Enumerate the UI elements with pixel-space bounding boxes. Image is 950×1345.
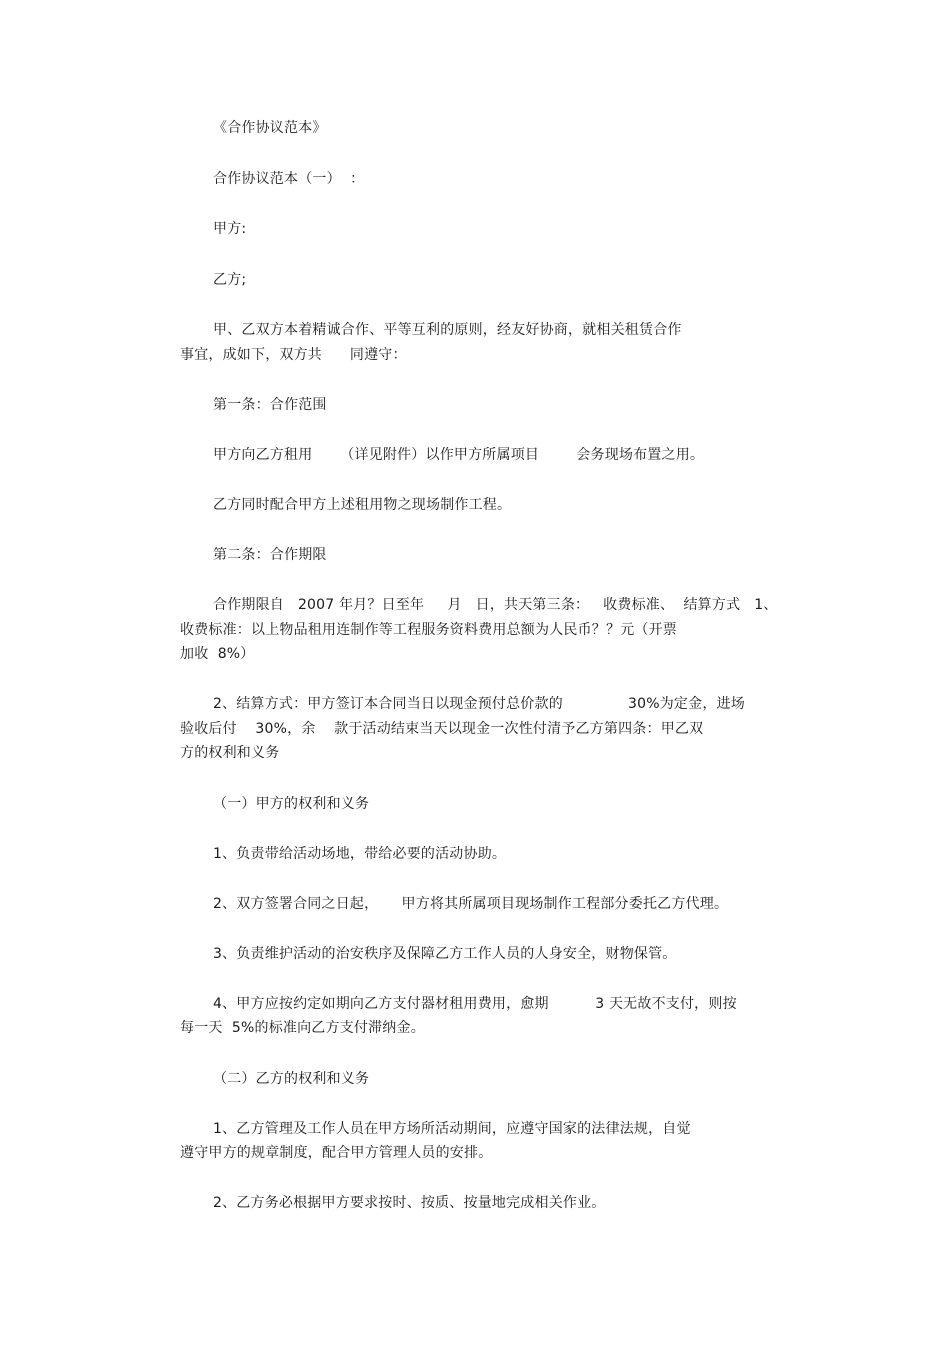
intro-line-1: 甲、乙双方本着精诚合作、平等互利的原则，经友好协商，就相关租赁合作 [213,322,682,338]
party-b-line: 乙方; [213,272,247,288]
document-subtitle: 合作协议范本（一） ： [213,171,365,187]
section-a-item-2: 2、双方签署合同之日起， 甲方将其所属项目现场制作工程部分委托乙方代理。 [213,896,729,912]
section-a-item-4-line-2: 每一天 5%的标准向乙方支付滞纳金。 [180,1020,425,1036]
section-a-item-1: 1、负责带给活动场地，带给必要的活动协助。 [213,846,507,862]
section-b-item-1-line-1: 1、乙方管理及工作人员在甲方场所活动期间，应遵守国家的法律法规，自觉 [213,1121,691,1137]
section-b-item-1-line-2: 遵守甲方的规章制度，配合甲方管理人员的安排。 [180,1145,493,1161]
section-b-item-2: 2、乙方务必根据甲方要求按时、按质、按量地完成相关作业。 [213,1195,606,1211]
article-2-line-2: 收费标准：以上物品租用连制作等工程服务资料费用总额为人民币？？元（开票 [180,622,677,638]
settlement-line-1: 2、结算方式：甲方签订本合同当日以现金预付总价款的 30%为定金，进场 [213,696,745,712]
article-1-paragraph-1: 甲方向乙方租用 （详见附件）以作甲方所属项目 会务现场布置之用。 [213,447,705,463]
article-2-line-3: 加收 8%） [180,646,255,662]
section-b-title: （二）乙方的权利和义务 [213,1071,370,1087]
party-a-line: 甲方: [213,221,247,237]
article-2-title: 第二条：合作期限 [213,547,327,563]
section-a-item-4-line-1: 4、甲方应按约定如期向乙方支付器材租用费用，愈期 3 天无故不支付，则按 [213,996,737,1012]
article-1-paragraph-2: 乙方同时配合甲方上述租用物之现场制作工程。 [213,497,512,513]
intro-line-2: 事宜，成如下，双方共 同遵守： [180,347,407,363]
document-title: 《合作协议范本》 [213,120,327,136]
section-a-item-3: 3、负责维护活动的治安秩序及保障乙方工作人员的人身安全，财物保管。 [213,946,677,962]
article-1-title: 第一条：合作范围 [213,397,327,413]
settlement-line-3: 方的权利和义务 [180,745,280,761]
section-a-title: （一）甲方的权利和义务 [213,796,370,812]
article-2-line-1: 合作期限自 2007 年月？日至年 月 日，共天第三条： 收费标准、 结算方式 1、 [213,597,778,613]
settlement-line-2: 验收后付 30%，余 款于活动结束当天以现金一次性付清予乙方第四条：甲乙双 [180,721,704,737]
